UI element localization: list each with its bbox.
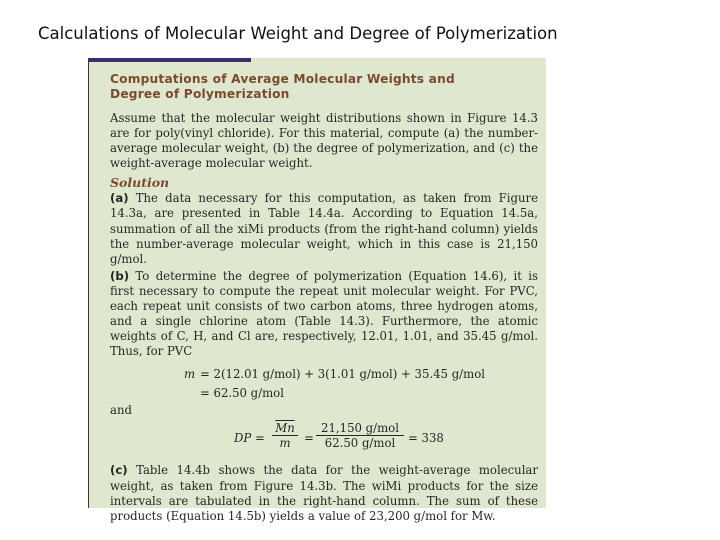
dp-lhs: DP = — [234, 431, 265, 446]
part-b-paragraph — [110, 269, 538, 360]
dp-frac1-denominator: m — [279, 436, 291, 451]
dp-equals: = — [304, 431, 314, 446]
panel-accent-bar — [88, 58, 251, 62]
part-c-text: Table 14.4b shows the data for the weight-average molecular weight, as taken from Figure 14.3b. The wiMi products for the size intervals are tabulated in the right-hand column. The sum of these products (Equation 14.5b) yields a value of 23,200 g/mol for Mw. — [110, 463, 538, 523]
problem-statement: Assume that the molecular weight distributions shown in Figure 14.3 are for poly(vinyl chloride). For this material, compute (a) the number-average molecular weight, (b) the degree of polymerization, and (c) the weight-average molecular weight. — [110, 111, 538, 171]
part-a-paragraph — [110, 191, 538, 266]
equation-m-line1: = 2(12.01 g/mol) + 3(1.01 g/mol) + 35.45 g/mol — [200, 367, 485, 382]
example-problem-panel — [88, 58, 546, 523]
equation-m-lhs: m — [184, 367, 196, 382]
dp-frac1-numerator: $\overline{Mn}$ — [272, 421, 298, 436]
dp-frac2-denominator: 62.50 g/mol — [324, 436, 396, 451]
part-c-paragraph — [110, 463, 538, 523]
problem-heading-line1: Computations of Average Molecular Weights and — [110, 72, 455, 86]
dp-fraction-numeric — [316, 421, 404, 451]
repeat-unit-weight-equation — [110, 359, 538, 419]
problem-heading — [110, 72, 538, 102]
slide-title: Calculations of Molecular Weight and Degree of Polymerization — [38, 24, 558, 43]
degree-of-polymerization-equation — [110, 421, 538, 459]
panel-content — [110, 72, 538, 524]
panel-left-rule — [88, 58, 89, 508]
part-c-tag: (c) — [110, 463, 128, 478]
part-b-tag: (b) — [110, 268, 130, 283]
equation-m-line2: = 62.50 g/mol — [200, 386, 284, 401]
part-a-tag: (a) — [110, 191, 129, 206]
and-word: and — [110, 403, 132, 418]
dp-frac2-numerator: 21,150 g/mol — [316, 421, 404, 436]
dp-result: = 338 — [408, 431, 444, 446]
part-b-text: To determine the degree of polymerization (Equation 14.6), it is first necessary to compute the repeat unit molecular weight. For PVC, each repeat unit consists of two carbon atoms, three hydrogen atoms, and a single chlorine atom (Table 14.3). Furthermore, the atomic weights of C, H, and Cl are, respectively, 12.01, 1.01, and 35.45 g/mol. Thus, for PVC — [110, 268, 538, 359]
problem-heading-line2: Degree of Polymerization — [110, 87, 290, 101]
dp-fraction-symbolic — [272, 421, 298, 451]
part-a-text: The data necessary for this computation, as taken from Figure 14.3a, are presented in Table 14.4a. According to Equation 14.5a, summation of all the xiMi products (from the right-hand column) yields the number-average molecular weight, which in this case is 21,150 g/mol. — [110, 191, 539, 266]
solution-label: Solution — [110, 175, 170, 191]
